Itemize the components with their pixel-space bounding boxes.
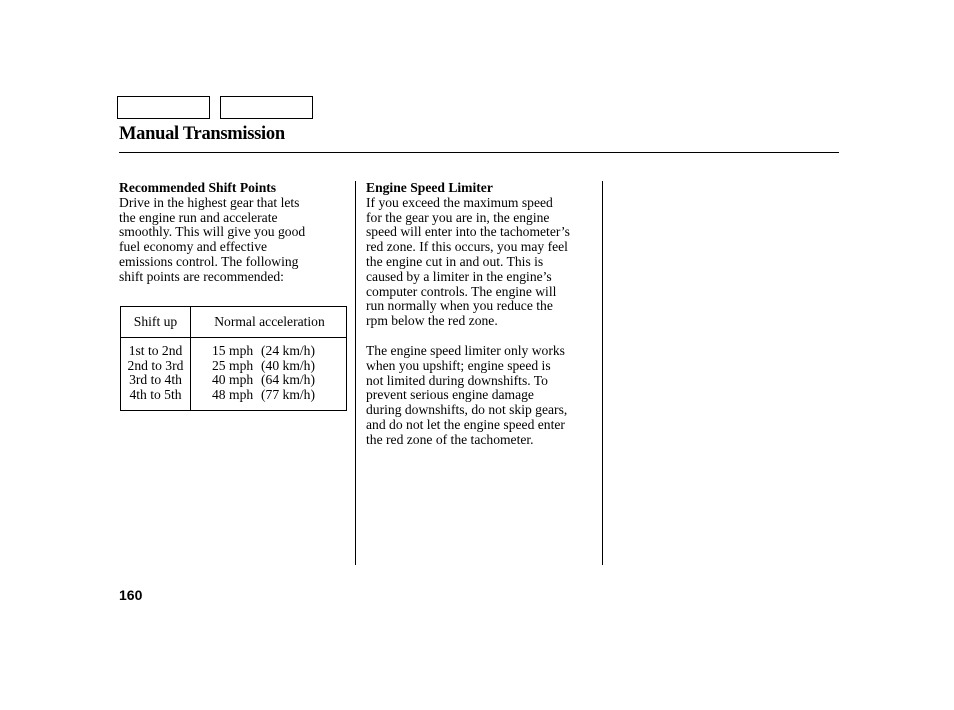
body-line: computer controls. The engine will xyxy=(366,283,557,299)
body-line: the engine cut in and out. This is xyxy=(366,253,544,269)
body-line: not limited during downshifts. To xyxy=(366,372,548,388)
body-line: red zone. If this occurs, you may feel xyxy=(366,239,568,255)
body-line: the engine run and accelerate xyxy=(119,209,278,225)
column-divider-2 xyxy=(602,181,603,565)
table-row xyxy=(121,359,346,374)
body-line: emissions control. The following xyxy=(119,253,299,269)
gear-cell: 4th to 5th xyxy=(129,387,182,403)
mph-cell: 15 mph xyxy=(212,343,254,358)
shift-points-section xyxy=(119,181,305,285)
table-row xyxy=(121,388,346,403)
page-number: 160 xyxy=(119,587,143,603)
gear-cell: 2nd to 3rd xyxy=(127,357,184,373)
table-row xyxy=(121,344,346,359)
body-line: smoothly. This will give you good xyxy=(119,224,306,240)
page-title: Manual Transmission xyxy=(119,124,285,144)
body-line: and do not let the engine speed enter xyxy=(366,416,565,432)
mph-cell: 40 mph xyxy=(212,372,254,388)
body-line: during downshifts, do not skip gears, xyxy=(366,402,568,418)
shift-points-heading: Recommended Shift Points xyxy=(119,180,277,195)
body-line: when you upshift; engine speed is xyxy=(366,357,551,373)
kmh-cell: (77 km/h) xyxy=(261,387,315,403)
body-line: caused by a limiter in the engine’s xyxy=(366,268,552,284)
body-line: speed will enter into the tachometer’s xyxy=(366,224,570,240)
speed-limiter-section xyxy=(366,181,570,329)
body-line: fuel economy and effective xyxy=(119,239,268,255)
nav-tab-box-2[interactable] xyxy=(220,96,313,119)
title-divider xyxy=(119,152,839,153)
table-row xyxy=(121,373,346,388)
shift-points-table xyxy=(120,306,347,411)
kmh-cell: (64 km/h) xyxy=(261,372,315,388)
nav-tab-box-1[interactable] xyxy=(117,96,210,119)
body-line: for the gear you are in, the engine xyxy=(366,209,550,225)
speed-limiter-paragraph-2 xyxy=(366,344,567,448)
table-header-shift-up: Shift up xyxy=(133,314,178,329)
body-line: Drive in the highest gear that lets xyxy=(119,194,300,210)
kmh-cell: (24 km/h) xyxy=(261,343,315,358)
body-line: the red zone of the tachometer. xyxy=(366,431,534,447)
body-line: If you exceed the maximum speed xyxy=(366,194,553,210)
body-line: run normally when you reduce the xyxy=(366,298,553,314)
gear-cell: 1st to 2nd xyxy=(128,343,183,358)
body-line: The engine speed limiter only works xyxy=(366,343,565,358)
body-line: rpm below the red zone. xyxy=(366,313,498,329)
mph-cell: 25 mph xyxy=(212,357,254,373)
table-header-divider xyxy=(121,337,346,338)
gear-cell: 3rd to 4th xyxy=(129,372,182,388)
table-header-normal-acceleration: Normal acceleration xyxy=(214,314,325,329)
speed-limiter-heading: Engine Speed Limiter xyxy=(366,180,493,195)
body-line: shift points are recommended: xyxy=(119,268,284,284)
mph-cell: 48 mph xyxy=(212,387,254,403)
column-divider-1 xyxy=(355,181,356,565)
body-line: prevent serious engine damage xyxy=(366,387,534,403)
kmh-cell: (40 km/h) xyxy=(261,357,315,373)
